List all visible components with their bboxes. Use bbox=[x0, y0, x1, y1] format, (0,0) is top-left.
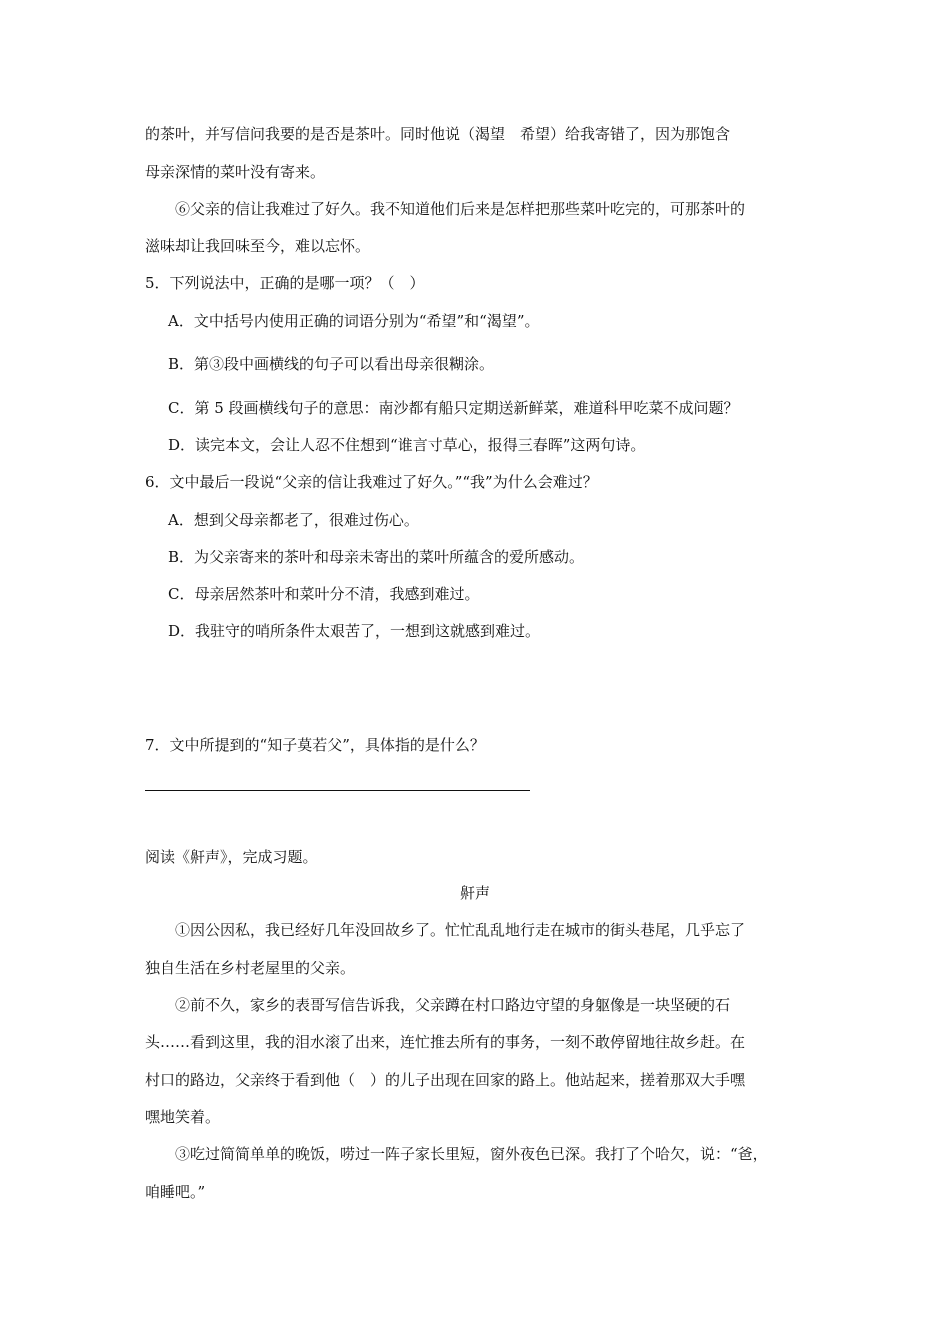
reading-paragraph-3: ③吃过简简单单的晚饭，唠过一阵子家长里短，窗外夜色已深。我打了个哈欠，说：“爸， bbox=[175, 1145, 768, 1163]
question-5-option-c: C．第 5 段画横线句子的意思：南沙都有船只定期送新鲜菜，难道科甲吃菜不成问题？ bbox=[168, 399, 739, 417]
reading-line: 村口的路边，父亲终于看到他（ ）的儿子出现在回家的路上。他站起来，搓着那双大手嘿 bbox=[145, 1071, 746, 1089]
question-7-stem: 7．文中所提到的“知子莫若父”，具体指的是什么？ bbox=[145, 736, 485, 754]
question-6-option-a: A．想到父母亲都老了，很难过伤心。 bbox=[168, 511, 419, 529]
reading-line: 头……看到这里，我的泪水滚了出来，连忙推去所有的事务，一刻不敢停留地往故乡赶。在 bbox=[145, 1033, 746, 1051]
question-6-option-d: D．我驻守的哨所条件太艰苦了，一想到这就感到难过。 bbox=[168, 622, 541, 640]
question-5-option-b: B．第③段中画横线的句子可以看出母亲很糊涂。 bbox=[168, 355, 495, 373]
reading-title: 鼾声 bbox=[459, 884, 490, 902]
question-6-option-c: C．母亲居然茶叶和菜叶分不清，我感到难过。 bbox=[168, 585, 480, 603]
question-7-answer-line[interactable] bbox=[145, 790, 530, 791]
reading-intro: 阅读《鼾声》，完成习题。 bbox=[145, 848, 318, 866]
passage-line: 母亲深情的菜叶没有寄来。 bbox=[145, 163, 326, 181]
passage-line: 滋味却让我回味至今，难以忘怀。 bbox=[145, 237, 371, 255]
reading-line: 咱睡吧。” bbox=[145, 1183, 206, 1201]
question-6-option-b: B．为父亲寄来的茶叶和母亲未寄出的菜叶所蕴含的爱所感动。 bbox=[168, 548, 585, 566]
passage-paragraph-6: ⑥父亲的信让我难过了好久。我不知道他们后来是怎样把那些菜叶吃完的，可那茶叶的 bbox=[175, 200, 746, 218]
question-5-option-a: A．文中括号内使用正确的词语分别为“希望”和“渴望”。 bbox=[168, 312, 540, 330]
question-5-option-d: D．读完本文，会让人忍不住想到“谁言寸草心，报得三春晖”这两句诗。 bbox=[168, 436, 646, 454]
reading-line: 独自生活在乡村老屋里的父亲。 bbox=[145, 959, 356, 977]
question-5-stem: 5．下列说法中，正确的是哪一项？（ ） bbox=[145, 274, 425, 292]
passage-line: 的茶叶，并写信问我要的是否是茶叶。同时他说（渴望 希望）给我寄错了，因为那饱含 bbox=[145, 125, 731, 143]
reading-line: 嘿地笑着。 bbox=[145, 1108, 221, 1126]
reading-paragraph-1: ①因公因私，我已经好几年没回故乡了。忙忙乱乱地行走在城市的街头巷尾，几乎忘了 bbox=[175, 921, 746, 939]
reading-paragraph-2: ②前不久，家乡的表哥写信告诉我，父亲蹲在村口路边守望的身躯像是一块坚硬的石 bbox=[175, 996, 731, 1014]
question-6-stem: 6．文中最后一段说“父亲的信让我难过了好久。”“我”为什么会难过？ bbox=[145, 473, 598, 491]
